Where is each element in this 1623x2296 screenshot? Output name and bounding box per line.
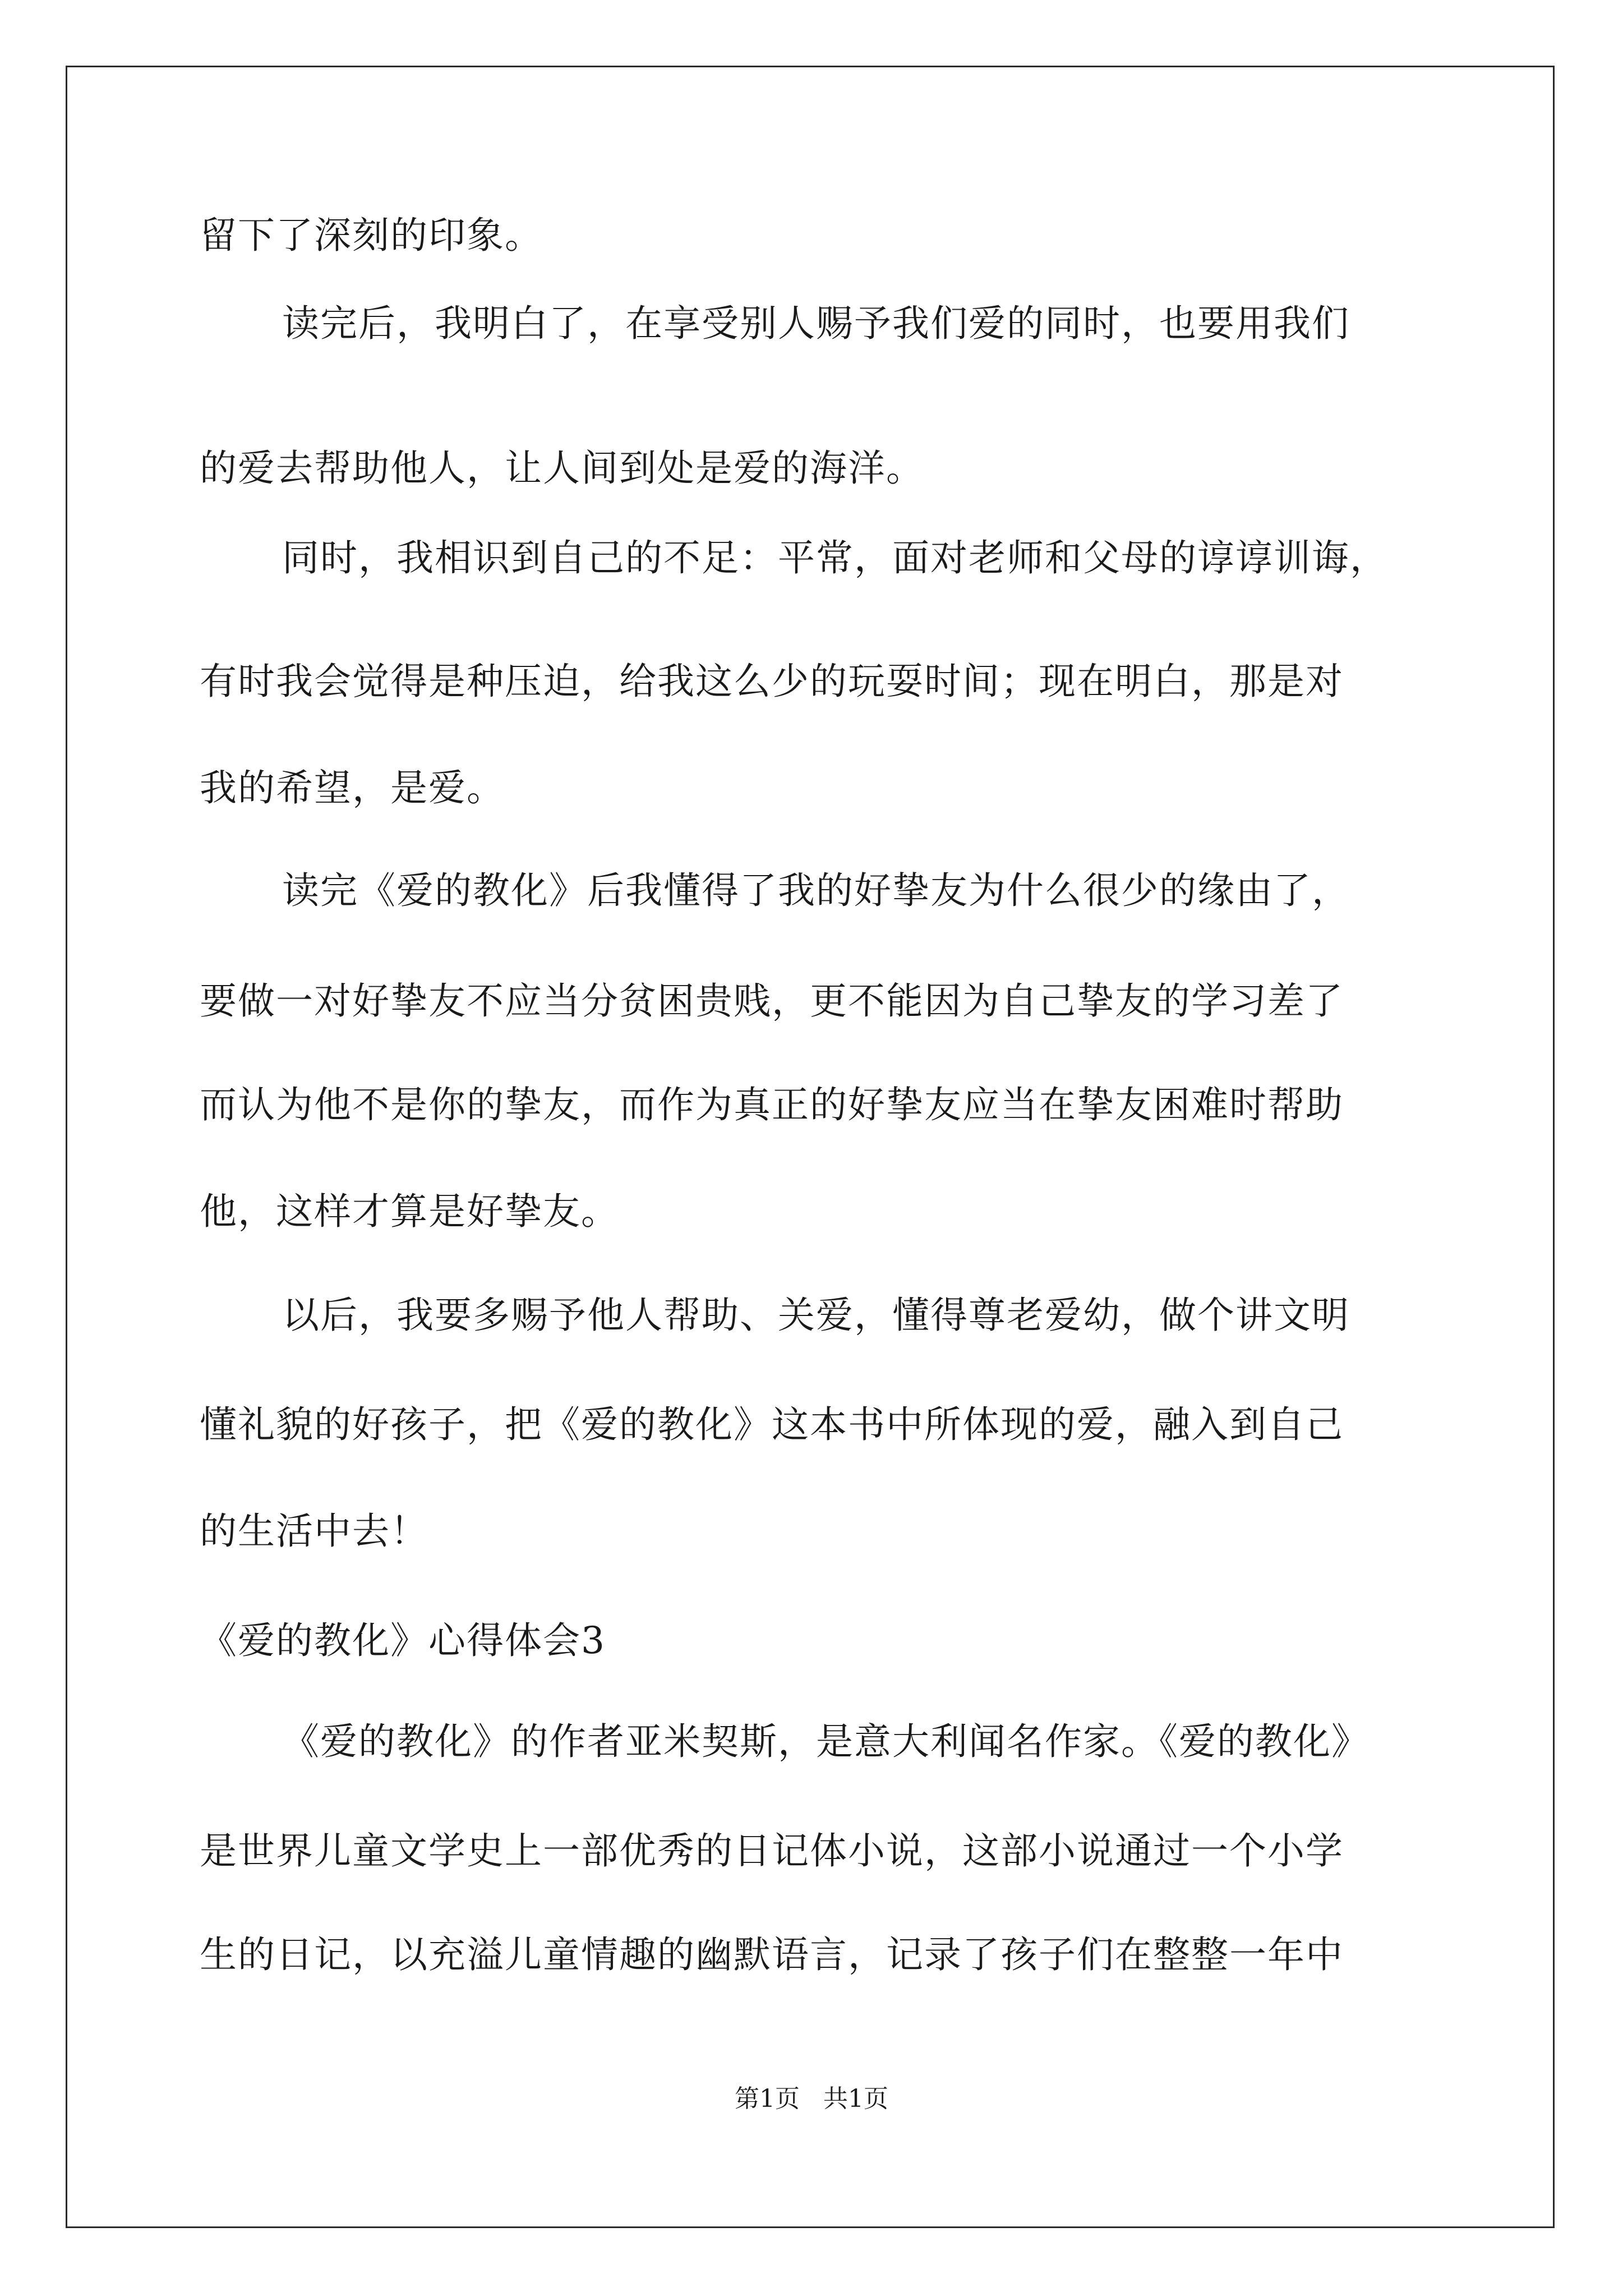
body-line: 懂礼貌的好孩子，把《爱的教化》这本书中所体现的爱，融入到自己 bbox=[200, 1403, 1344, 1446]
body-line: 有时我会觉得是种压迫，给我这么少的玩耍时间；现在明白，那是对 bbox=[200, 660, 1344, 703]
body-line: 读完后，我明白了，在享受别人赐予我们爱的同时，也要用我们 bbox=[282, 302, 1350, 345]
body-line: 以后，我要多赐予他人帮助、关爱，懂得尊老爱幼，做个讲文明 bbox=[282, 1294, 1350, 1337]
body-line: 留下了深刻的印象。 bbox=[200, 214, 543, 257]
body-line: 他，这样才算是好挚友。 bbox=[200, 1190, 619, 1233]
section-heading: 《爱的教化》心得体会3 bbox=[200, 1619, 606, 1662]
body-line: 生的日记，以充溢儿童情趣的幽默语言，记录了孩子们在整整一年中 bbox=[200, 1933, 1344, 1976]
body-line: 读完《爱的教化》后我懂得了我的好挚友为什么很少的缘由了， bbox=[282, 869, 1350, 912]
body-line: 的生活中去！ bbox=[200, 1510, 428, 1553]
body-line: 同时，我相识到自己的不足：平常，面对老师和父母的谆谆训诲， bbox=[282, 536, 1388, 579]
body-line: 的爱去帮助他人，让人间到处是爱的海洋。 bbox=[200, 447, 924, 490]
body-line: 而认为他不是你的挚友，而作为真正的好挚友应当在挚友困难时帮助 bbox=[200, 1083, 1344, 1126]
body-line: 《爱的教化》的作者亚米契斯，是意大利闻名作家。《爱的教化》 bbox=[282, 1720, 1370, 1763]
body-line: 我的希望，是爱。 bbox=[200, 766, 505, 809]
body-line: 要做一对好挚友不应当分贫困贵贱，更不能因为自己挚友的学习差了 bbox=[200, 979, 1344, 1023]
body-line: 是世界儿童文学史上一部优秀的日记体小说，这部小说通过一个小学 bbox=[200, 1829, 1344, 1872]
page-number: 第1页 共1页 bbox=[735, 2085, 888, 2113]
page-border bbox=[66, 66, 1555, 2228]
